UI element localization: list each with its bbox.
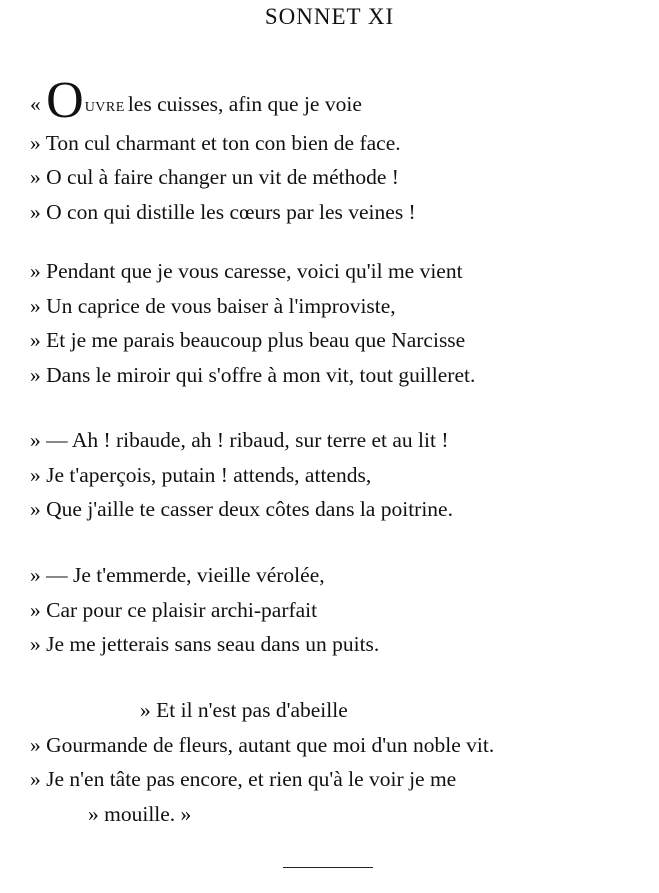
drop-cap: O — [46, 72, 84, 129]
poem-line: » Je n'en tâte pas encore, et rien qu'à le voir je me — [30, 767, 457, 791]
end-rule-divider — [283, 867, 373, 868]
poem-line: » O cul à faire changer un vit de méthode ! — [30, 165, 399, 189]
open-quote-mark: « — [30, 92, 47, 116]
line-rest: les cuisses, afin que je voie — [127, 92, 362, 116]
poem-line: » Dans le miroir qui s'offre à mon vit, tout guilleret. — [30, 362, 476, 387]
poem-line: » Je t'aperçois, putain ! attends, attends, — [30, 462, 372, 487]
poem-line: » Un caprice de vous baiser à l'improviste, — [30, 293, 396, 318]
poem-line: » Je me jetterais sans seau dans un puits. — [30, 632, 380, 656]
poem-title: SONNET XI — [264, 4, 395, 29]
poem-line: » O con qui distille les cœurs par les veines ! — [30, 199, 416, 224]
poem-line: » Que j'aille te casser deux côtes dans la poitrine. — [30, 497, 453, 521]
poem-line: » — Ah ! ribaude, ah ! ribaud, sur terre et au lit ! — [30, 428, 449, 452]
poem-line: » Gourmande de fleurs, autant que moi d'un noble vit. — [30, 732, 495, 757]
stanza-1 — [30, 72, 650, 229]
poem-line: » Ton cul charmant et ton con bien de face. — [30, 130, 401, 155]
poem-line: » Pendant que je vous caresse, voici qu'il me vient — [30, 259, 463, 283]
stanza-5 — [30, 693, 650, 831]
poem-line: » — Je t'emmerde, vieille vérolée, — [30, 563, 325, 587]
stanza-3 — [30, 423, 650, 527]
small-caps-word: UVRE — [84, 100, 125, 115]
poem-line: » Et je me parais beaucoup plus beau que Narcisse — [30, 328, 466, 352]
poem-line: » mouille. » — [88, 801, 192, 826]
stanza-2 — [30, 254, 650, 392]
poem-line — [30, 72, 650, 129]
poem-line: » Car pour ce plaisir archi-parfait — [30, 597, 318, 622]
poem-line: » Et il n'est pas d'abeille — [140, 698, 348, 722]
stanza-4 — [30, 558, 650, 662]
